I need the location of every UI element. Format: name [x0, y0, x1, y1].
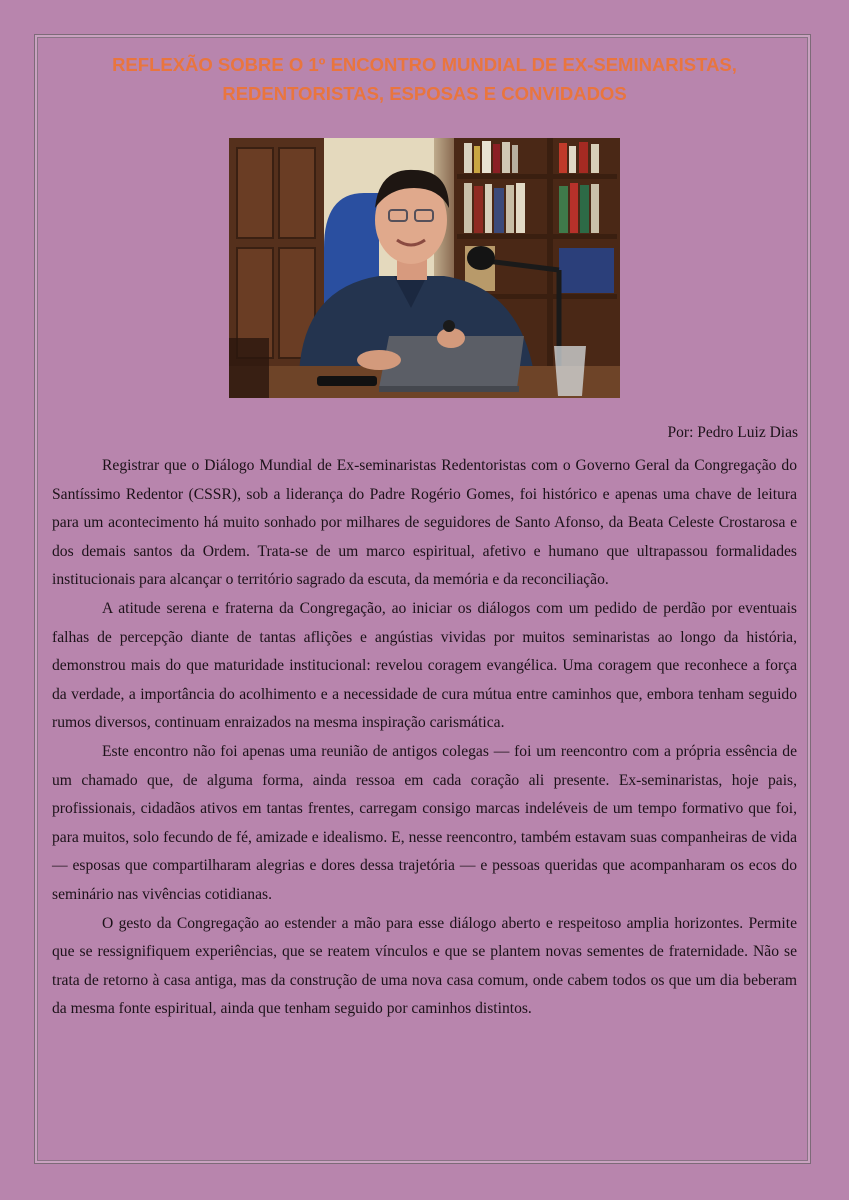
article-title	[40, 50, 809, 108]
paragraph: O gesto da Congregação ao estender a mão para esse diálogo aberto e respeitoso amplia horizontes. Permite que se ressignifiquem experiências, que se reatem vínculos e que se plantem novas sementes de fraternidade. Não se trata de retorno à casa antiga, mas da construção de uma nova casa comum, onde cabem todos os que um dia beberam da mesma fonte espiritual, ainda que tenham seguido por caminhos distintos.	[52, 914, 797, 1018]
paragraph: Este encontro não foi apenas uma reunião de antigos colegas — foi um reencontro com a própria essência de um chamado que, de alguma forma, ainda ressoa em cada coração ali presente. Ex-seminaristas, hoje pais, profissionais, cidadãos ativos em tantas frentes, carregam consigo marcas indeléveis de um tempo formativo que foi, para muitos, solo fecundo de fé, amizade e idealismo. E, nesse reencontro, também estavam suas companheiras de vida — esposas que compartilharam alegrias e dores dessa trajetória — e pessoas queridas que acompanharam os ecos do seminário nas vivências cotidianas.	[52, 742, 797, 903]
paragraph: A atitude serena e fraterna da Congregação, ao iniciar os diálogos com um pedido de perdão por eventuais falhas de percepção diante de tantas aflições e angústias vividas por muitos seminaristas ao longo da história, demonstrou mais do que maturidade institucional: revelou coragem evangélica. Uma coragem que reconhece a força da verdade, a importância do acolhimento e a necessidade de cura mútua entre caminhos que, embora tenham seguido rumos diversos, continuam enraizados na mesma inspiração carismática.	[52, 599, 797, 732]
portrait-photo-icon	[229, 138, 620, 398]
title-line-2: REDENTORISTAS, ESPOSAS E CONVIDADOS	[222, 83, 627, 104]
paragraph: Registrar que o Diálogo Mundial de Ex-seminaristas Redentoristas com o Governo Geral da Congregação do Santíssimo Redentor (CSSR), sob a liderança do Padre Rogério Gomes, foi histórico e apenas uma chave de leitura para um acontecimento há muito sonhado por milhares de seguidores de Santo Afonso, da Beata Celeste Crostarosa e dos demais santos da Ordem. Trata-se de um marco espiritual, afetivo e humano que ultrapassou formalidades institucionais para alcançar o território sagrado da escuta, da memória e da reconciliação.	[52, 457, 797, 589]
author-photo	[229, 138, 620, 398]
title-line-1: REFLEXÃO SOBRE O 1º ENCONTRO MUNDIAL DE EX-SEMINARISTAS,	[112, 54, 737, 75]
author-byline: Por: Pedro Luiz Dias	[667, 424, 798, 441]
article-body	[52, 452, 797, 1024]
